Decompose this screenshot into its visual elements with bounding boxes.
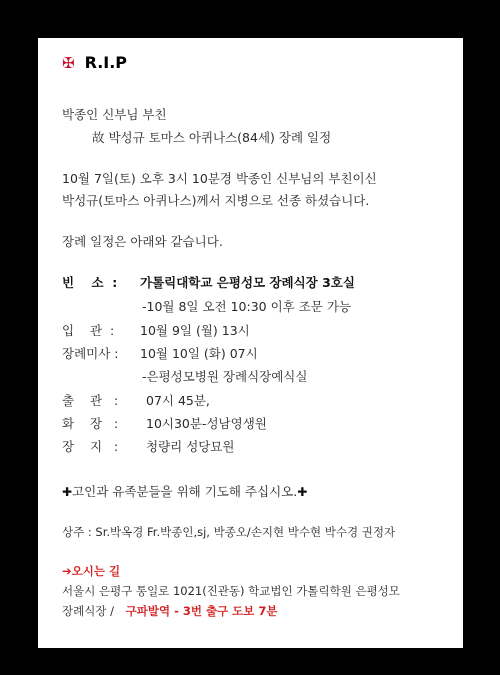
rip-title: R.I.P	[84, 53, 128, 72]
binso-note: -10월 8일 오전 10:30 이후 조문 가능	[142, 299, 351, 314]
jangji-label: 장 지 :	[62, 439, 119, 454]
cross-pattee-icon: ✠	[62, 53, 75, 72]
chulgwan-label: 출 관 :	[62, 393, 119, 408]
mass-value: 10월 10일 (화) 07시	[140, 346, 258, 361]
mass-label: 장례미사 :	[62, 346, 119, 361]
ipgwan-value: 10월 9일 (월) 13시	[140, 323, 250, 338]
jangji-value: 청량리 성당묘원	[146, 439, 235, 454]
intro-line-2: 故 박성규 토마스 아퀴나스(84세) 장례 일정	[92, 130, 332, 145]
binso-label: 빈 소 :	[62, 275, 118, 290]
mourners-line: 상주 : Sr.박옥경 Fr.박종인,sj, 박종오/손지현 박수현 박수경 권정자	[62, 525, 396, 539]
schedule-intro: 장례 일정은 아래와 같습니다.	[62, 234, 223, 249]
directions-highlight: 구파발역 - 3번 출구 도보 7분	[125, 604, 278, 618]
notice-line-2: 박성규(토마스 아퀴나스)께서 지병으로 선종 하셨습니다.	[62, 193, 370, 208]
rip-header	[62, 53, 127, 72]
cross-icon: ✚	[297, 485, 308, 499]
chulgwan-value: 07시 45분,	[146, 393, 210, 408]
hwajang-value: 10시30분-성남영생원	[146, 416, 267, 431]
ipgwan-label: 입 관 :	[62, 323, 115, 338]
prayer-line	[62, 482, 307, 500]
directions-line-2	[62, 603, 278, 619]
binso-value: 가톨릭대학교 은평성모 장례식장 3호실	[140, 275, 355, 290]
prayer-text: 고인과 유족분들을 위해 기도해 주십시오.	[72, 484, 298, 499]
directions-title: ➔오시는 길	[62, 564, 121, 578]
directions-line-1: 서울시 은평구 통일로 1021(진관동) 학교법인 가톨릭학원 은평성모	[62, 584, 400, 598]
notice-line-1: 10월 7일(토) 오후 3시 10분경 박종인 신부님의 부친이신	[62, 171, 377, 186]
hwajang-label: 화 장 :	[62, 416, 119, 431]
mass-note: -은평성모병원 장례식장예식실	[142, 369, 308, 384]
intro-line-1: 박종인 신부님 부친	[62, 107, 167, 122]
directions-prefix: 장례식장 /	[62, 604, 114, 618]
obituary-card	[38, 38, 463, 648]
cross-icon: ✚	[62, 485, 73, 499]
